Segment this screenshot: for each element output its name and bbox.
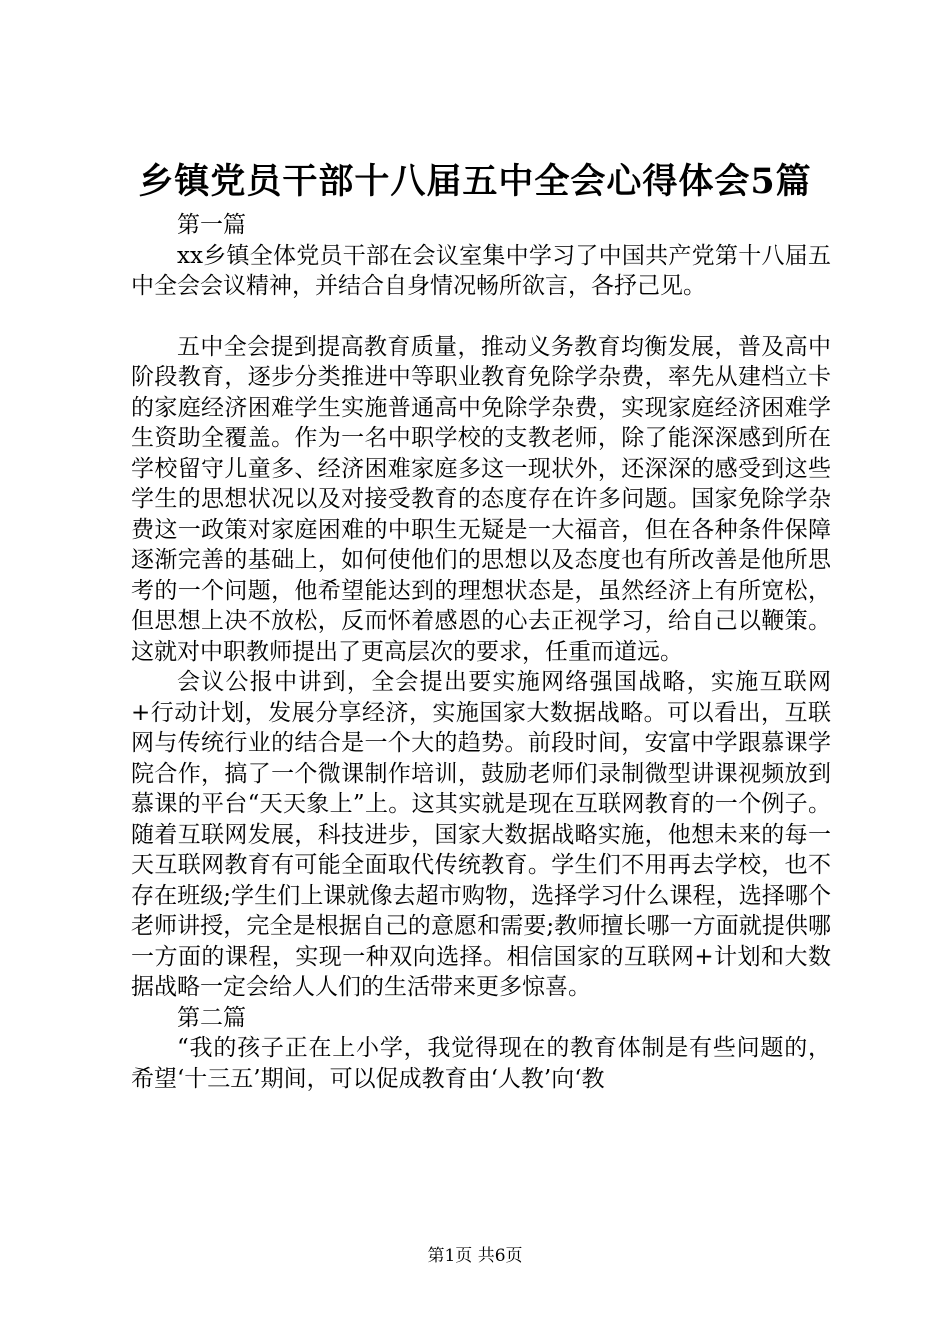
paragraph-2: 五中全会提到提高教育质量，推动义务教育均衡发展，普及高中阶段教育，逐步分类推进中等职业教育免除学杂费，率先从建档立卡的家庭经济困难学生实施普通高中免除学杂费，实现家庭经济困难学生资助全覆盖。作为一名中职学校的支教老师，除了能深深感到所在学校留守儿童多、经济困难家庭多这一现状外，还深深的感受到这些学生的思想状况以及对接受教育的态度存在许多问题。国家免除学杂费这一政策对家庭困难的中职生无疑是一大福音，但在各种条件保障逐渐完善的基础上，如何使他们的思想以及态度也有所改善是他所思考的一个问题，他希望能达到的理想状态是，虽然经济上有所宽松，但思想上决不放松，反而怀着感恩的心去正视学习，给自己以鞭策。这就对中职教师提出了更高层次的要求，任重而道远。	[131, 333, 831, 665]
paragraph-3: 会议公报中讲到，全会提出要实施网络强国战略，实施互联网+行动计划，发展分享经济，实施国家大数据战略。可以看出，互联网与传统行业的结合是一个大的趋势。前段时间，安富中学跟慕课学院合作，搞了一个微课制作培训，鼓励老师们录制微型讲课视频放到慕课的平台“天天象上”上。这其实就是现在互联网教育的一个例子。随着互联网发展，科技进步，国家大数据战略实施，他想未来的每一天互联网教育有可能全面取代传统教育。学生们不用再去学校，也不存在班级;学生们上课就像去超市购物，选择学习什么课程，选择哪个老师讲授，完全是根据自己的意愿和需要;教师擅长哪一方面就提供哪一方面的课程，实现一种双向选择。相信国家的互联网+计划和大数据战略一定会给人人们的生活带来更多惊喜。	[131, 669, 831, 1000]
paragraph-1: xx乡镇全体党员干部在会议室集中学习了中国共产党第十八届五中全会会议精神，并结合自身情况畅所欲言，各抒己见。	[131, 242, 831, 299]
section-heading-2: 第二篇	[177, 1004, 246, 1031]
document-body	[131, 210, 831, 1094]
section-heading-1: 第一篇	[177, 212, 246, 238]
document-title: 乡镇党员干部十八届五中全会心得体会5篇	[138, 161, 812, 202]
paragraph-4: “我的孩子正在上小学，我觉得现在的教育体制是有些问题的，希望‘十三五’期间，可以促成教育由‘人教’向‘教	[131, 1035, 831, 1092]
page-footer: 第1页 共6页	[427, 1246, 523, 1266]
